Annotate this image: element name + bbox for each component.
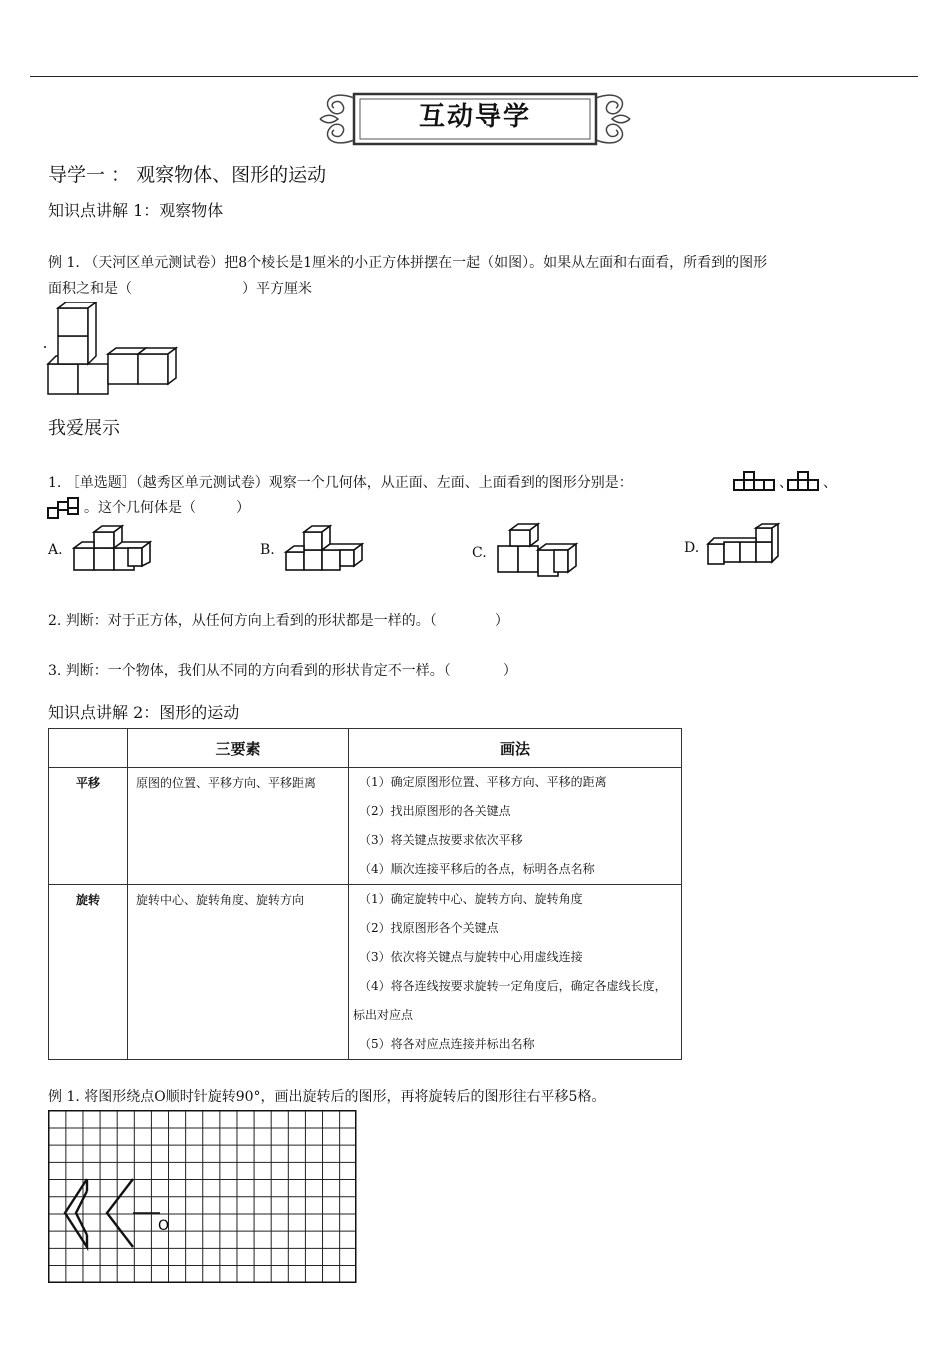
example-1-answer-line — [48, 278, 312, 298]
motion-table — [48, 728, 682, 1060]
row-name-translation: 平移 — [49, 768, 128, 885]
section-heading: 导学一 ： 观察物体、图形的运动 — [48, 164, 327, 186]
table-header-row — [49, 729, 682, 768]
top-rule — [30, 76, 918, 77]
table-row-translation — [49, 768, 682, 885]
table-header-elements: 三要素 — [128, 729, 349, 768]
row-steps-translation — [349, 768, 682, 885]
views-separator: 、 — [779, 475, 793, 491]
option-c-label[interactable]: C. — [472, 545, 487, 561]
example-1-text: 例 1. （天河区单元测试卷）把8个棱长是1厘米的小正方体拼摆在一起（如图）。如果从左面和右面看，所看到的图形 — [48, 255, 768, 271]
knowledge-point-2: 知识点讲解 2：图形的运动 — [48, 703, 240, 722]
step: （3）依次将关键点与旋转中心用虚线连接 — [359, 950, 583, 964]
banner-title: 互动导学 — [418, 102, 531, 132]
step: （4）将各连线按要求旋转一定角度后，确定各虚线长度， — [359, 979, 667, 993]
option-b-figure[interactable] — [282, 524, 368, 576]
cube-figure — [44, 302, 184, 400]
question-3-end: ） — [502, 663, 517, 679]
row-steps-rotation — [349, 885, 682, 1060]
table-header-method: 画法 — [349, 729, 682, 768]
views-separator-2: 、 — [823, 475, 837, 491]
option-a-label[interactable]: A. — [48, 542, 63, 558]
show-heading: 我爱展示 — [48, 418, 120, 439]
left-view-icon — [786, 470, 822, 492]
question-2-end: ） — [494, 613, 509, 629]
question-1-line2: 。这个几何体是（ — [84, 500, 196, 516]
option-b-label[interactable]: B. — [260, 542, 275, 558]
step: （4）顺次连接平移后的各点，标明各点名称 — [359, 862, 595, 876]
arrow-shape — [65, 1179, 133, 1247]
row-elements-rotation: 旋转中心、旋转角度、旋转方向 — [128, 885, 349, 1060]
question-2-text: 2. 判断：对于正方体，从任何方向上看到的形状都是一样的。（ — [48, 613, 437, 629]
step: （2）找出原图形的各关键点 — [359, 804, 511, 818]
row-elements-translation: 原图的位置、平移方向、平移距离 — [128, 768, 349, 885]
step: （3）将关键点按要求依次平移 — [359, 833, 523, 847]
question-2 — [48, 610, 509, 630]
option-d-label[interactable]: D. — [684, 540, 700, 556]
front-view-icon — [732, 470, 778, 492]
example-1-text-a: 面积之和是（ — [48, 281, 132, 297]
square-grid[interactable] — [48, 1110, 358, 1284]
step: （1）确定旋转中心、旋转方向、旋转角度 — [359, 892, 583, 906]
question-1-line2-end: ） — [236, 500, 250, 516]
option-c-figure[interactable] — [494, 522, 580, 580]
question-1-text: 1. ［单选题］（越秀区单元测试卷）观察一个几何体，从正面、左面、上面看到的图形分别是： — [48, 475, 633, 491]
point-o-label: O — [158, 1218, 170, 1234]
row-name-rotation: 旋转 — [49, 885, 128, 1060]
question-3-text: 3. 判断：一个物体，我们从不同的方向看到的形状肯定不一样。（ — [48, 663, 451, 679]
option-a-figure[interactable] — [70, 524, 156, 576]
question-3 — [48, 660, 517, 680]
example-1-text-b: ）平方厘米 — [242, 281, 312, 297]
table-row-rotation — [49, 885, 682, 1060]
step: （5）将各对应点连接并标出名称 — [359, 1037, 535, 1051]
step: （2）找原图形各个关键点 — [359, 921, 499, 935]
knowledge-point-1: 知识点讲解 1：观察物体 — [48, 201, 224, 220]
example-2-text: 例 1. 将图形绕点O顺时针旋转90°，画出旋转后的图形，再将旋转后的图形往右平移5格。 — [48, 1089, 606, 1105]
top-view-icon — [46, 496, 84, 522]
option-d-figure[interactable] — [704, 522, 784, 568]
table-header-empty — [49, 729, 128, 768]
step: 标出对应点 — [353, 1008, 414, 1022]
question-1-text-2 — [84, 497, 250, 517]
step: （1）确定原图形位置、平移方向、平移的距离 — [359, 775, 607, 789]
